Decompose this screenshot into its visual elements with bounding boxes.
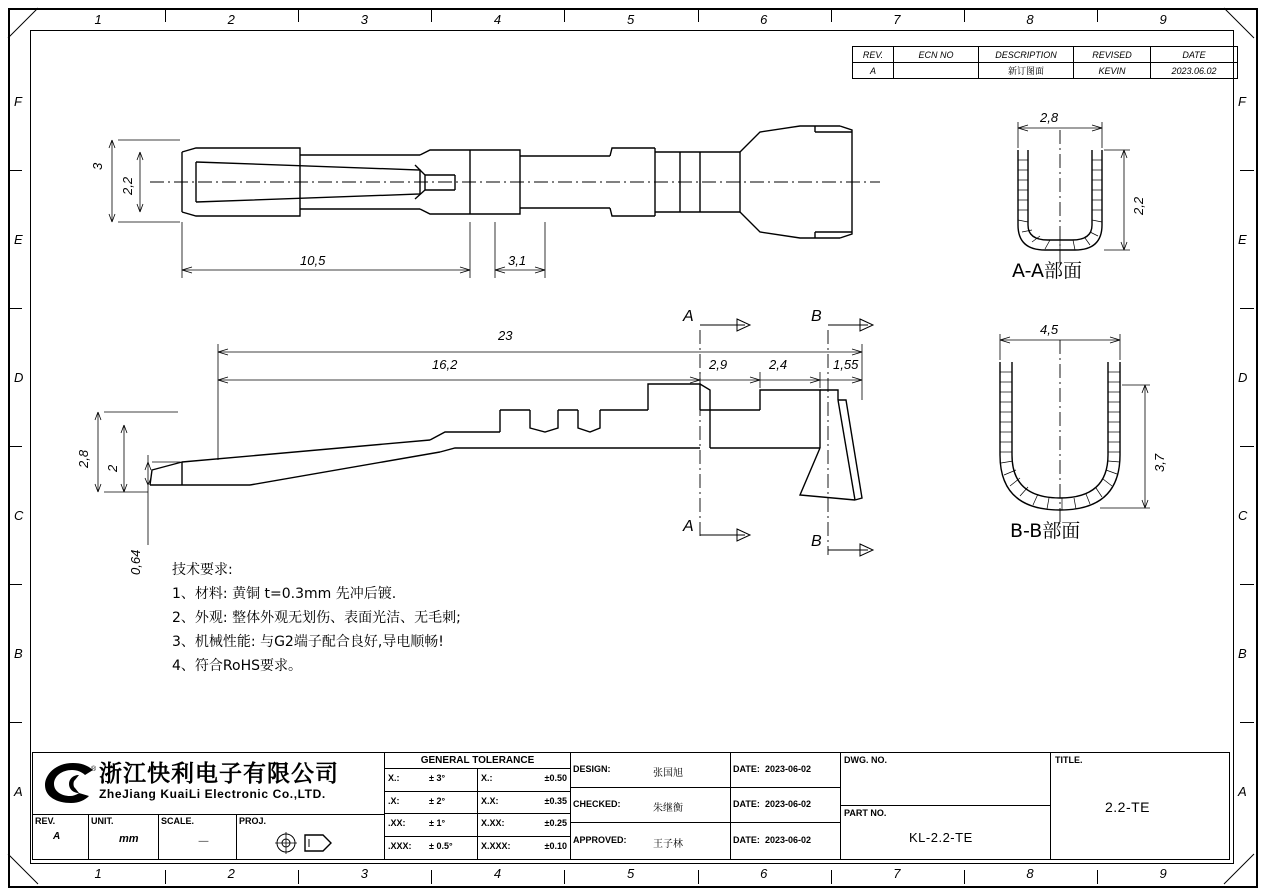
signoff-block [571,753,841,859]
company-name-cn: 浙江快利电子有限公司 [99,761,339,787]
zone-column-label: 1 [94,866,102,881]
revision-header-rev: REV. [853,47,894,63]
side-view-geometry [150,384,862,500]
part-no-value: KL-2.2-TE [909,830,973,845]
unit-label: UNIT. [91,816,114,826]
tolerance-cell: ±0.35 [544,795,567,806]
note-item-2: 2、外观: 整体外观无划伤、表面光洁、无毛刺; [172,610,461,626]
note-item-4: 4、符合RoHS要求。 [172,658,302,674]
design-label: DESIGN: [573,764,611,774]
title-cell [1051,753,1228,859]
part-no-label: PART NO. [844,808,887,818]
company-cell [33,753,385,815]
design-date-value: 2023-06-02 [765,764,812,774]
tolerance-row [385,769,570,792]
zone-column-label: 7 [893,12,901,27]
dim-top-length-10-5: 10,5 [300,253,326,268]
zone-column-label: 3 [360,12,368,27]
revision-cell-date: 2023.06.02 [1151,63,1238,79]
section-label-a-top: A [683,308,694,325]
zone-column-label: 9 [1159,866,1167,881]
title-value: 2.2-TE [1105,799,1151,815]
revision-header-date: DATE [1151,47,1238,63]
tolerance-cell: .XX: [388,818,406,828]
dwg-no-cell [841,753,1051,806]
design-cell [571,753,731,788]
title-label: TITLE. [1055,755,1083,765]
zone-column-label: 6 [760,12,768,27]
zone-column-label: 8 [1026,12,1034,27]
first-angle-projection-icon [275,832,337,854]
dim-side-1-55: 1,55 [833,357,859,372]
checked-cell [571,788,731,823]
tolerance-cell: ± 3° [429,773,446,783]
zone-row-label: B [14,646,23,661]
tolerance-cell: ±0.25 [544,818,567,828]
part-no-cell [841,806,1051,859]
zone-row-label: D [14,370,24,385]
zone-column-label: 9 [1159,12,1167,27]
zone-row-label: E [14,232,23,247]
rev-value: A [53,831,61,842]
approved-value: 王子林 [653,839,683,850]
tolerance-cell: ± 2° [429,795,446,806]
section-bb-title: B-B部面 [1010,520,1081,542]
design-date-cell [731,753,841,788]
zone-row-label: A [1238,784,1247,799]
tolerance-row [385,792,570,815]
revision-header-description: DESCRIPTION [979,47,1074,63]
section-arrows [700,319,873,556]
zone-column-label: 8 [1026,866,1034,881]
dim-aa-height: 2,2 [1131,196,1146,215]
zone-row-label: E [1238,232,1247,247]
zone-row-label: C [1238,508,1248,523]
dim-bb-height: 3,7 [1152,453,1167,472]
unit-cell [89,815,159,859]
tolerance-cell: ± 1° [429,818,446,828]
section-label-a-bottom: A [683,518,694,535]
zone-column-label: 4 [493,866,502,881]
revision-cell-description: 新订图面 [979,63,1074,79]
section-label-b-bottom: B [811,533,822,550]
tolerance-divider [477,814,478,837]
zone-column-label: 2 [227,12,235,27]
tolerance-cell: X.: [388,773,400,783]
projection-cell [237,815,385,859]
zone-row-label: C [14,508,24,523]
dim-side-2-9: 2,9 [709,357,728,372]
rev-label: REV. [35,816,56,826]
approved-date-value: 2023-06-02 [765,835,812,845]
zone-row-label: F [14,94,22,109]
tolerance-cell: ±0.50 [544,773,567,783]
notes-heading: 技术要求: [172,562,233,578]
tolerance-cell: X.XXX: [481,840,511,851]
dim-top-width-2-2: 2,2 [120,176,135,195]
dim-side-total-23: 23 [498,328,513,343]
tolerance-cell: X.XX: [481,818,505,828]
tolerance-title: GENERAL TOLERANCE [385,753,570,769]
checked-date-value: 2023-06-02 [765,799,812,809]
tolerance-cell: ± 0.5° [429,840,453,851]
unit-value: mm [119,833,139,845]
tolerance-rows [385,769,570,859]
design-date-label: DATE: [733,764,760,774]
company-logo-icon [39,759,99,805]
zone-row-label: A [14,784,23,799]
zone-column-label: 3 [360,866,368,881]
checked-date-cell [731,788,841,823]
scale-label: SCALE. [161,816,195,826]
tolerance-cell: .X: [388,795,400,806]
revision-header-revised: REVISED [1074,47,1151,63]
dwg-no-label: DWG. NO. [844,755,887,765]
zone-column-label: 1 [94,12,102,27]
dim-top-width-3: 3 [90,162,105,170]
scale-cell [159,815,237,859]
section-label-b-top: B [811,308,822,325]
revision-header-ecn: ECN NO [894,47,979,63]
revision-cell-rev: A [853,63,894,79]
approved-cell [571,823,731,859]
side-view-dimensions [95,344,862,545]
tolerance-cell: X.: [481,773,493,783]
dim-aa-width: 2,8 [1040,110,1059,125]
dim-top-length-3-1: 3,1 [508,253,527,268]
approved-label: APPROVED: [573,835,627,845]
tolerance-block [385,753,571,859]
zone-column-label: 4 [493,12,502,27]
dwg-part-block [841,753,1051,859]
checked-date-label: DATE: [733,799,760,809]
approved-date-cell [731,823,841,859]
tolerance-row [385,837,570,860]
dim-side-2-4: 2,4 [769,357,788,372]
section-bb-geometry [1000,334,1150,530]
dim-side-height-2-8: 2,8 [76,449,91,468]
tolerance-cell: ±0.10 [544,840,567,851]
proj-label: PROJ. [239,816,267,826]
zone-row-label: F [1238,94,1246,109]
approved-date-label: DATE: [733,835,760,845]
checked-label: CHECKED: [573,799,621,809]
zone-column-label: 5 [627,866,635,881]
section-aa-title: A-A部面 [1012,260,1083,282]
tolerance-divider [477,792,478,815]
dim-side-height-2: 2 [105,464,120,472]
zone-column-label: 2 [227,866,235,881]
revision-cell-revised: KEVIN [1074,63,1151,79]
tolerance-divider [477,769,478,792]
company-name-en: ZheJiang KuaiLi Electronic Co.,LTD. [99,787,326,801]
technical-notes [172,558,461,678]
note-item-3: 3、机械性能: 与G2端子配合良好,导电顺畅! [172,634,444,650]
design-value: 张国旭 [653,768,683,779]
dim-side-thickness-0-64: 0,64 [128,549,143,575]
zone-column-label: 5 [627,12,635,27]
zone-row-label: D [1238,370,1248,385]
title-block [32,752,1230,860]
tolerance-divider [477,837,478,860]
rev-unit-scale-proj-row [33,815,385,859]
scale-value: － [197,834,211,849]
tolerance-cell: X.X: [481,795,499,806]
zone-column-label: 6 [760,866,768,881]
dim-side-16-2: 16,2 [432,357,458,372]
checked-value: 朱继衡 [653,803,683,814]
zone-row-label: B [1238,646,1247,661]
section-aa-geometry [1018,122,1130,262]
tolerance-cell: .XXX: [388,840,412,851]
dim-bb-width: 4,5 [1040,322,1059,337]
note-item-1: 1、材料: 黄铜 t=0.3mm 先冲后镀. [172,586,397,602]
tolerance-row [385,814,570,837]
svg-text:®: ® [91,766,97,773]
top-view-geometry [150,126,880,238]
zone-column-label: 7 [893,866,901,881]
rev-cell [33,815,89,859]
